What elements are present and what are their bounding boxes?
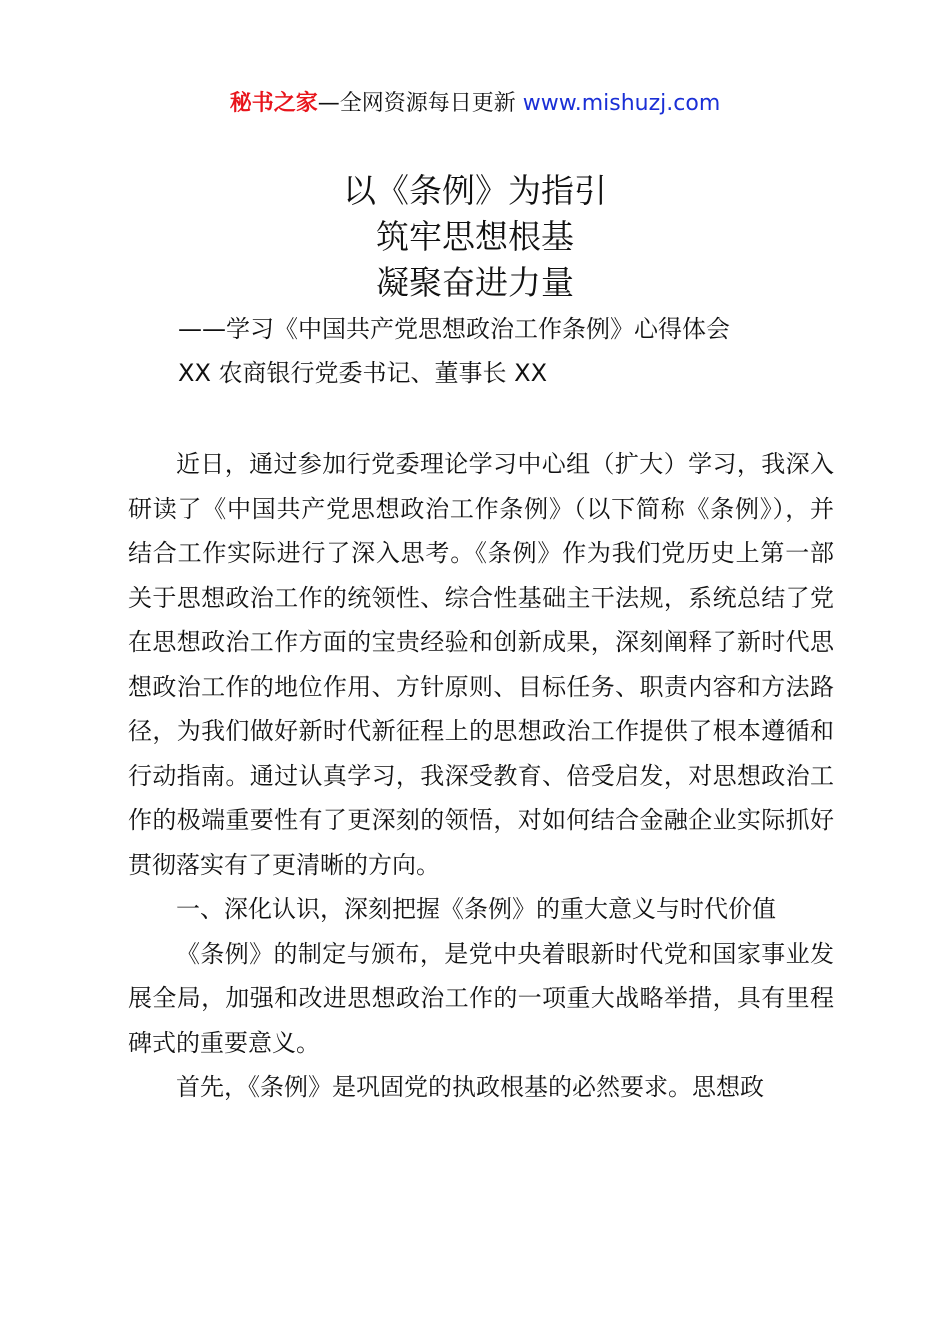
site-brand: 秘书之家 (229, 91, 318, 116)
section-heading-1: 一、深化认识，深刻把握《条例》的重大意义与时代价值 (176, 895, 776, 923)
body-paragraph-first: 首先，《条例》是巩固党的执政根基的必然要求。思想政 (176, 1073, 764, 1101)
document-title (0, 168, 950, 306)
document-body (128, 442, 834, 1110)
title-line-3: 凝聚奋进力量 (376, 263, 574, 302)
site-url-link[interactable]: www.mishuzj.com (522, 91, 721, 116)
body-paragraph-significance: 《条例》的制定与颁布，是党中央着眼新时代党和国家事业发展全局，加强和改进思想政治工作的一项重大战略举措，具有里程碑式的重要意义。 (128, 939, 834, 1057)
title-line-2: 筑牢思想根基 (376, 217, 574, 256)
document-author: XX 农商银行党委书记、董事长 XX (178, 359, 548, 387)
site-header (0, 88, 950, 120)
site-slogan: —全网资源每日更新 (317, 91, 523, 116)
title-line-1: 以《条例》为指引 (343, 171, 607, 210)
body-paragraph-intro: 近日，通过参加行党委理论学习中心组（扩大）学习，我深入研读了《中国共产党思想政治工作条例》（以下简称《条例》），并结合工作实际进行了深入思考。《条例》作为我们党历史上第一部关于思想政治工作的统领性、综合性基础主干法规，系统总结了党在思想政治工作方面的宝贵经验和创新成果，深刻阐释了新时代思想政治工作的地位作用、方针原则、目标任务、职责内容和方法路径，为我们做好新时代新征程上的思想政治工作提供了根本遵循和行动指南。通过认真学习，我深受教育、倍受启发，对思想政治工作的极端重要性有了更深刻的领悟，对如何结合金融企业实际抓好贯彻落实有了更清晰的方向。 (128, 450, 834, 879)
document-subtitle: ——学习《中国共产党思想政治工作条例》心得体会 (178, 315, 730, 343)
